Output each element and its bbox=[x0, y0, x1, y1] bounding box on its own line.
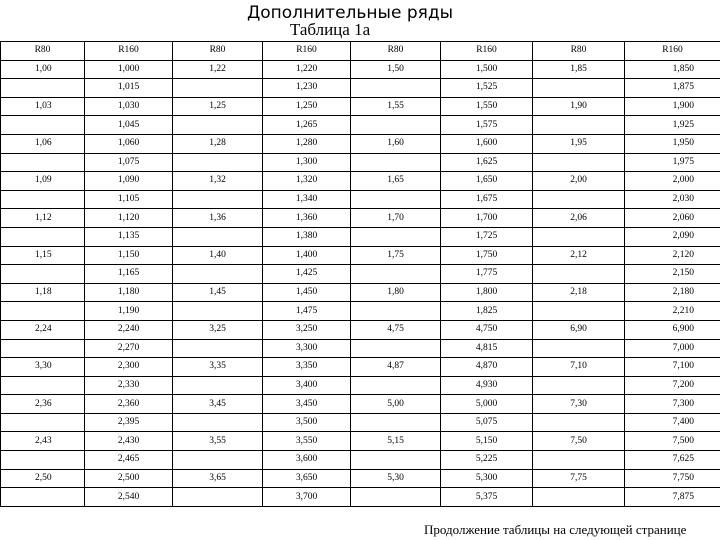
table-cell bbox=[533, 79, 625, 98]
table-cell: 7,10 bbox=[533, 358, 625, 377]
table-cell: 4,750 bbox=[441, 320, 533, 339]
table-cell: 1,825 bbox=[441, 302, 533, 321]
table-cell: 2,120 bbox=[625, 246, 720, 265]
table-cell: 1,12 bbox=[1, 209, 85, 228]
table-row bbox=[1, 283, 720, 302]
table-cell: 3,650 bbox=[263, 469, 351, 488]
table-cell bbox=[533, 265, 625, 284]
table-row bbox=[1, 339, 720, 358]
table-cell: 2,18 bbox=[533, 283, 625, 302]
table-cell: 1,800 bbox=[441, 283, 533, 302]
table-cell: 3,400 bbox=[263, 376, 351, 395]
table-cell: 3,500 bbox=[263, 413, 351, 432]
table-cell bbox=[351, 302, 441, 321]
table-cell: 1,165 bbox=[85, 265, 173, 284]
table-cell: 1,725 bbox=[441, 227, 533, 246]
table-cell: 7,625 bbox=[625, 451, 720, 470]
table-cell: 1,65 bbox=[351, 172, 441, 191]
table-cell bbox=[533, 227, 625, 246]
table-cell: 1,80 bbox=[351, 283, 441, 302]
table-cell: 1,60 bbox=[351, 134, 441, 153]
table-cell bbox=[173, 116, 263, 135]
table-cell: 7,300 bbox=[625, 395, 720, 414]
table-cell: 1,105 bbox=[85, 190, 173, 209]
table-row bbox=[1, 172, 720, 191]
table-cell: 6,900 bbox=[625, 320, 720, 339]
table-cell bbox=[351, 265, 441, 284]
table-cell bbox=[1, 79, 85, 98]
table-cell bbox=[351, 227, 441, 246]
table-cell: 5,375 bbox=[441, 488, 533, 507]
table-cell: 4,75 bbox=[351, 320, 441, 339]
table-cell: 7,875 bbox=[625, 488, 720, 507]
table-cell: 1,525 bbox=[441, 79, 533, 98]
table-cell: 1,475 bbox=[263, 302, 351, 321]
table-cell bbox=[1, 302, 85, 321]
table-cell: 1,25 bbox=[173, 97, 263, 116]
table-row bbox=[1, 246, 720, 265]
table-cell: 1,135 bbox=[85, 227, 173, 246]
table-cell: 1,625 bbox=[441, 153, 533, 172]
table-cell bbox=[1, 339, 85, 358]
table-cell bbox=[173, 79, 263, 98]
table-cell: 1,95 bbox=[533, 134, 625, 153]
table-cell: 3,600 bbox=[263, 451, 351, 470]
table-cell bbox=[533, 153, 625, 172]
table-cell: 1,15 bbox=[1, 246, 85, 265]
table-cell: 2,06 bbox=[533, 209, 625, 228]
table-cell: 2,500 bbox=[85, 469, 173, 488]
table-cell: 1,400 bbox=[263, 246, 351, 265]
table-row bbox=[1, 320, 720, 339]
table-cell bbox=[173, 227, 263, 246]
table-header-row bbox=[1, 42, 720, 61]
table-cell bbox=[351, 488, 441, 507]
table-cell: 2,00 bbox=[533, 172, 625, 191]
table-cell bbox=[173, 451, 263, 470]
table-cell: 1,060 bbox=[85, 134, 173, 153]
table-cell: 1,32 bbox=[173, 172, 263, 191]
table-row bbox=[1, 190, 720, 209]
table-cell: 1,40 bbox=[173, 246, 263, 265]
header-cell: R160 bbox=[625, 42, 720, 61]
table-cell: 1,550 bbox=[441, 97, 533, 116]
table-cell: 6,90 bbox=[533, 320, 625, 339]
table-cell bbox=[533, 488, 625, 507]
table-cell: 3,25 bbox=[173, 320, 263, 339]
table-cell: 1,340 bbox=[263, 190, 351, 209]
table-cell: 2,060 bbox=[625, 209, 720, 228]
table-cell: 2,24 bbox=[1, 320, 85, 339]
table-cell: 1,875 bbox=[625, 79, 720, 98]
table-cell: 5,300 bbox=[441, 469, 533, 488]
table-row bbox=[1, 209, 720, 228]
table-cell: 1,900 bbox=[625, 97, 720, 116]
table-cell: 3,45 bbox=[173, 395, 263, 414]
table-cell bbox=[533, 451, 625, 470]
table-cell bbox=[533, 413, 625, 432]
table-cell: 1,150 bbox=[85, 246, 173, 265]
table-cell: 1,575 bbox=[441, 116, 533, 135]
table-cell: 3,30 bbox=[1, 358, 85, 377]
table-cell: 1,500 bbox=[441, 60, 533, 79]
table-row bbox=[1, 60, 720, 79]
table-cell: 5,150 bbox=[441, 432, 533, 451]
table-cell: 3,300 bbox=[263, 339, 351, 358]
table-cell: 1,230 bbox=[263, 79, 351, 98]
table-cell: 1,280 bbox=[263, 134, 351, 153]
table-cell: 1,120 bbox=[85, 209, 173, 228]
table-cell: 1,675 bbox=[441, 190, 533, 209]
table-row bbox=[1, 413, 720, 432]
table-cell: 3,35 bbox=[173, 358, 263, 377]
table-cell: 1,450 bbox=[263, 283, 351, 302]
table-cell: 1,360 bbox=[263, 209, 351, 228]
table-cell: 1,28 bbox=[173, 134, 263, 153]
table-row bbox=[1, 302, 720, 321]
table-row bbox=[1, 469, 720, 488]
table-cell: 1,36 bbox=[173, 209, 263, 228]
table-cell: 3,450 bbox=[263, 395, 351, 414]
table-cell: 1,03 bbox=[1, 97, 85, 116]
table-cell: 1,030 bbox=[85, 97, 173, 116]
table-cell: 2,090 bbox=[625, 227, 720, 246]
table-cell bbox=[351, 413, 441, 432]
table-cell bbox=[173, 413, 263, 432]
table-row bbox=[1, 395, 720, 414]
table-cell: 1,650 bbox=[441, 172, 533, 191]
table-cell bbox=[533, 339, 625, 358]
table-cell: 2,540 bbox=[85, 488, 173, 507]
table-cell bbox=[173, 265, 263, 284]
table-cell bbox=[351, 79, 441, 98]
table-cell: 1,850 bbox=[625, 60, 720, 79]
table-row bbox=[1, 134, 720, 153]
table-cell: 7,30 bbox=[533, 395, 625, 414]
header-cell: R80 bbox=[533, 42, 625, 61]
table-cell: 1,85 bbox=[533, 60, 625, 79]
table-cell: 4,930 bbox=[441, 376, 533, 395]
table-cell: 1,600 bbox=[441, 134, 533, 153]
table-cell: 3,550 bbox=[263, 432, 351, 451]
table-cell bbox=[1, 116, 85, 135]
header-cell: R160 bbox=[85, 42, 173, 61]
table-cell bbox=[1, 227, 85, 246]
table-cell bbox=[1, 153, 85, 172]
table-cell: 2,36 bbox=[1, 395, 85, 414]
table-cell: 1,265 bbox=[263, 116, 351, 135]
table-cell: 5,30 bbox=[351, 469, 441, 488]
table-cell: 1,975 bbox=[625, 153, 720, 172]
table-cell: 5,075 bbox=[441, 413, 533, 432]
table-row bbox=[1, 432, 720, 451]
table-cell: 1,090 bbox=[85, 172, 173, 191]
table-cell: 1,775 bbox=[441, 265, 533, 284]
table-cell: 2,030 bbox=[625, 190, 720, 209]
table-cell: 2,50 bbox=[1, 469, 85, 488]
table-cell: 1,90 bbox=[533, 97, 625, 116]
table-cell: 2,270 bbox=[85, 339, 173, 358]
table-caption: Таблица 1а bbox=[289, 20, 371, 39]
table-cell bbox=[351, 153, 441, 172]
table-cell: 1,70 bbox=[351, 209, 441, 228]
table-cell bbox=[173, 153, 263, 172]
table-row bbox=[1, 451, 720, 470]
table-cell: 1,190 bbox=[85, 302, 173, 321]
table-row bbox=[1, 265, 720, 284]
series-table bbox=[0, 41, 720, 507]
table-cell: 1,045 bbox=[85, 116, 173, 135]
table-cell bbox=[1, 376, 85, 395]
table-cell: 5,000 bbox=[441, 395, 533, 414]
table-cell: 3,700 bbox=[263, 488, 351, 507]
table-cell bbox=[533, 302, 625, 321]
table-cell: 1,380 bbox=[263, 227, 351, 246]
table-cell: 1,000 bbox=[85, 60, 173, 79]
table-cell: 1,45 bbox=[173, 283, 263, 302]
table-cell bbox=[173, 488, 263, 507]
table-cell: 2,300 bbox=[85, 358, 173, 377]
table-cell: 7,75 bbox=[533, 469, 625, 488]
table-row bbox=[1, 376, 720, 395]
table-body bbox=[1, 60, 720, 506]
table-cell: 4,870 bbox=[441, 358, 533, 377]
table-cell bbox=[173, 190, 263, 209]
table-cell bbox=[351, 376, 441, 395]
table-cell bbox=[1, 488, 85, 507]
table-cell: 1,55 bbox=[351, 97, 441, 116]
table-cell: 2,000 bbox=[625, 172, 720, 191]
table-row bbox=[1, 227, 720, 246]
table-cell: 2,12 bbox=[533, 246, 625, 265]
table-cell bbox=[351, 116, 441, 135]
table-cell: 2,330 bbox=[85, 376, 173, 395]
table-cell: 1,750 bbox=[441, 246, 533, 265]
table-cell: 2,465 bbox=[85, 451, 173, 470]
table-cell: 7,750 bbox=[625, 469, 720, 488]
table-cell: 1,180 bbox=[85, 283, 173, 302]
table-cell: 1,075 bbox=[85, 153, 173, 172]
table-cell: 1,250 bbox=[263, 97, 351, 116]
table-cell: 5,00 bbox=[351, 395, 441, 414]
table-cell: 2,240 bbox=[85, 320, 173, 339]
table-cell: 7,000 bbox=[625, 339, 720, 358]
table-cell: 7,100 bbox=[625, 358, 720, 377]
table-cell: 5,15 bbox=[351, 432, 441, 451]
table-cell: 1,220 bbox=[263, 60, 351, 79]
continuation-note: Продолжение таблицы на следующей странице bbox=[424, 522, 687, 537]
header-cell: R80 bbox=[173, 42, 263, 61]
table-row bbox=[1, 488, 720, 507]
table-cell: 1,425 bbox=[263, 265, 351, 284]
header-cell: R160 bbox=[263, 42, 351, 61]
table-row bbox=[1, 358, 720, 377]
table-cell: 1,700 bbox=[441, 209, 533, 228]
table-cell: 2,180 bbox=[625, 283, 720, 302]
table-row bbox=[1, 116, 720, 135]
table-cell: 7,200 bbox=[625, 376, 720, 395]
header-cell: R80 bbox=[1, 42, 85, 61]
table-cell: 3,250 bbox=[263, 320, 351, 339]
table-cell: 1,09 bbox=[1, 172, 85, 191]
table-cell: 4,87 bbox=[351, 358, 441, 377]
table-cell bbox=[351, 451, 441, 470]
table-cell bbox=[1, 190, 85, 209]
table-cell: 2,150 bbox=[625, 265, 720, 284]
table-cell: 7,50 bbox=[533, 432, 625, 451]
table-cell bbox=[1, 265, 85, 284]
table-cell: 4,815 bbox=[441, 339, 533, 358]
table-cell: 7,500 bbox=[625, 432, 720, 451]
header-cell: R160 bbox=[441, 42, 533, 61]
table-cell: 1,320 bbox=[263, 172, 351, 191]
table-cell: 2,360 bbox=[85, 395, 173, 414]
table-cell: 2,430 bbox=[85, 432, 173, 451]
table-cell: 1,50 bbox=[351, 60, 441, 79]
table-cell: 1,925 bbox=[625, 116, 720, 135]
table-cell: 2,395 bbox=[85, 413, 173, 432]
table-cell: 1,75 bbox=[351, 246, 441, 265]
table-cell: 1,18 bbox=[1, 283, 85, 302]
table-row bbox=[1, 97, 720, 116]
table-cell: 1,22 bbox=[173, 60, 263, 79]
table-cell bbox=[173, 339, 263, 358]
table-cell: 1,015 bbox=[85, 79, 173, 98]
header-cell: R80 bbox=[351, 42, 441, 61]
table-cell: 2,43 bbox=[1, 432, 85, 451]
table-cell bbox=[351, 339, 441, 358]
table-cell: 1,06 bbox=[1, 134, 85, 153]
table-cell: 1,950 bbox=[625, 134, 720, 153]
table-cell: 3,350 bbox=[263, 358, 351, 377]
table-cell bbox=[1, 413, 85, 432]
table-cell: 7,400 bbox=[625, 413, 720, 432]
table-cell bbox=[533, 116, 625, 135]
table-cell: 1,300 bbox=[263, 153, 351, 172]
table-cell bbox=[533, 190, 625, 209]
table-cell: 1,00 bbox=[1, 60, 85, 79]
table-row bbox=[1, 153, 720, 172]
table-cell: 3,55 bbox=[173, 432, 263, 451]
table-cell: 2,210 bbox=[625, 302, 720, 321]
table-cell bbox=[173, 302, 263, 321]
table-cell bbox=[1, 451, 85, 470]
page-title: Дополнительные ряды bbox=[246, 3, 454, 23]
table-row bbox=[1, 79, 720, 98]
table-cell bbox=[351, 190, 441, 209]
table-cell: 5,225 bbox=[441, 451, 533, 470]
table-cell: 3,65 bbox=[173, 469, 263, 488]
table-cell bbox=[533, 376, 625, 395]
table-cell bbox=[173, 376, 263, 395]
